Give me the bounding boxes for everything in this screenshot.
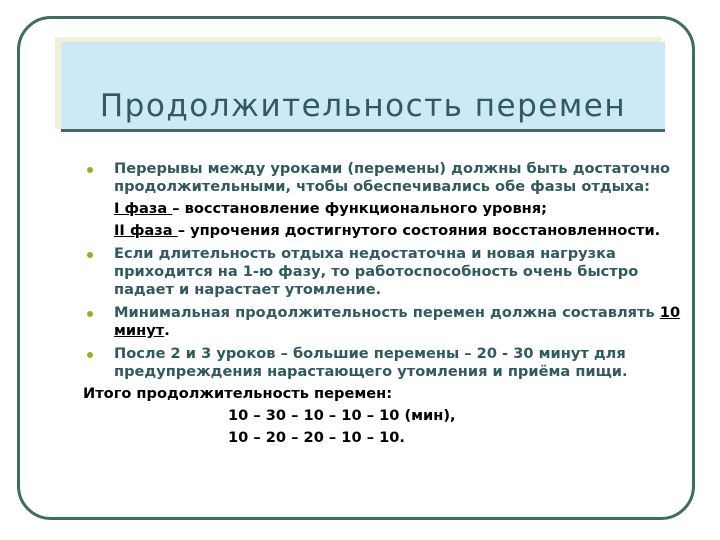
- bullet-item-breaks: [83, 160, 683, 240]
- summary-label: Итого продолжительность перемен:: [83, 385, 393, 402]
- bullet-text-before: Минимальная продолжительность перемен должна составлять: [114, 304, 660, 321]
- phase-2-line: [114, 222, 683, 240]
- phase-1-line: [114, 200, 683, 218]
- title-box: [61, 42, 665, 132]
- phase-1-text: – восстановление функционального уровня;: [172, 200, 547, 217]
- slide-content: [83, 160, 683, 447]
- bullet-text-after: .: [164, 322, 170, 339]
- bullet-dot: [87, 352, 93, 358]
- bullet-text: После 2 и 3 уроков – большие перемены – 20 - 30 минут для предупреждения нарастающего утомления и приёма пищи.: [114, 345, 628, 380]
- bullet-dot: [87, 311, 93, 317]
- bullet-item-minimum: [83, 304, 683, 340]
- summary-line-2: 10 – 20 – 20 – 10 – 10.: [228, 429, 405, 446]
- summary-line-1: 10 – 30 – 10 – 10 – 10 (мин),: [228, 407, 456, 424]
- bullet-item-long-breaks: [83, 345, 683, 381]
- phase-2-label: II фаза: [114, 222, 178, 239]
- bullet-text: Если длительность отдыха недостаточна и новая нагрузка приходится на 1-ю фазу, то работоспособность очень быстро падает и нарастает утомление.: [114, 245, 639, 298]
- phase-1-label: I фаза: [114, 200, 173, 217]
- bullet-dot: [87, 252, 93, 258]
- slide-title: Продолжительность перемен: [99, 88, 627, 124]
- bullet-item-fatigue: [83, 245, 683, 299]
- bullet-dot: [87, 167, 93, 173]
- minimum-duration-highlight: 10 минут: [114, 304, 681, 339]
- phase-2-text: – упрочения достигнутого состояния восстановленности.: [177, 222, 661, 239]
- bullet-text: Перерывы между уроками (перемены) должны быть достаточно продолжительными, чтобы обеспечивались обе фазы отдыха:: [114, 160, 671, 195]
- bullet-text: [114, 304, 683, 340]
